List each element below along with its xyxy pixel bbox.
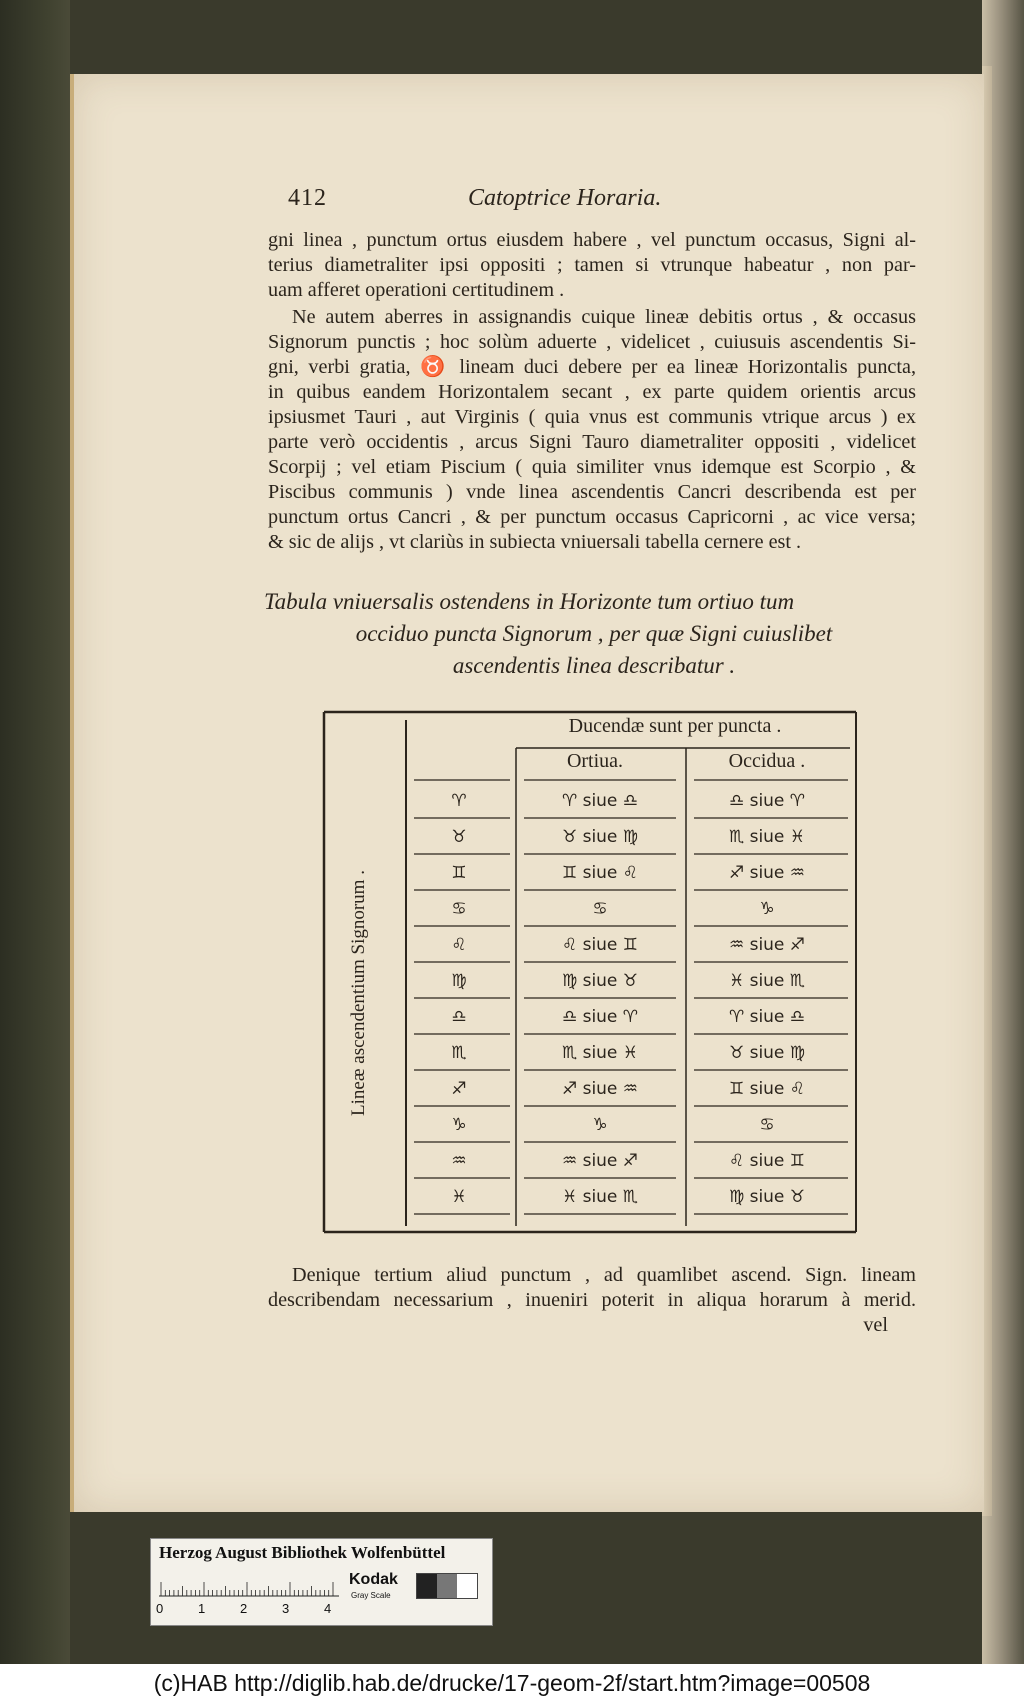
ortiua-cell: ♋ — [592, 899, 608, 919]
ruler-number: 4 — [324, 1601, 332, 1616]
paragraph-1 — [268, 228, 916, 303]
caption-line: Tabula vniuersalis ostendens in Horizonte tum ortiuo tum — [264, 589, 795, 614]
occidua-cell: ♒ siue ♐ — [728, 935, 806, 955]
ortiua-cell: ♍ siue ♉ — [561, 971, 639, 991]
text-line: punctum ortus Cancri , & per punctum occasus Capricorni , ac vice versa; — [268, 506, 916, 528]
sign-cell: ♊ — [451, 863, 467, 883]
header-occidua: Occidua . — [728, 750, 806, 772]
text-line: Signorum punctis ; hoc solùm aduerte , videlicet , cuiusuis ascendentis Si- — [268, 331, 916, 353]
ruler-number: 2 — [240, 1601, 248, 1616]
zodiac-table — [320, 708, 860, 1236]
ortiua-cell: ♐ siue ♒ — [561, 1079, 639, 1099]
swatch-black — [417, 1574, 437, 1598]
kodak-subtitle: Gray Scale — [351, 1591, 391, 1600]
page-number: 412 — [288, 185, 327, 211]
ortiua-cell: ♏ siue ♓ — [561, 1043, 639, 1063]
occidua-cell: ♉ siue ♍ — [728, 1043, 806, 1063]
text-line: gni, verbi gratia, ♉ lineam duci debere per ea lineæ Horizontalis puncta, — [268, 356, 916, 378]
occidua-cell: ♎ siue ♈ — [728, 791, 806, 811]
sign-cell: ♒ — [451, 1151, 467, 1171]
ortiua-cell: ♒ siue ♐ — [561, 1151, 639, 1171]
text-line: in quibus eandem Horizontalem secant , ex parte quidem orientis arcus — [268, 381, 916, 403]
header-main: Ducendæ sunt per puncta . — [568, 715, 782, 737]
sign-cell: ♓ — [451, 1187, 467, 1207]
table-row — [320, 1072, 860, 1106]
occidua-cell: ♐ siue ♒ — [728, 863, 806, 883]
sign-cell: ♉ — [451, 827, 467, 847]
ruler-number: 0 — [156, 1601, 164, 1616]
sign-cell: ♎ — [451, 1007, 467, 1027]
text-line: terius diametraliter ipsi oppositi ; tamen si vtrunque habeatur , non par- — [268, 254, 916, 276]
text-line: describendam necessarium , inueniri poterit in aliqua horarum à merid. — [268, 1289, 916, 1311]
sign-cell: ♑ — [451, 1115, 467, 1135]
paragraph-2 — [268, 305, 916, 555]
sign-cell: ♌ — [451, 935, 467, 955]
text-line: Ne autem aberres in assignandis cuique lineæ debitis ortus , & occasus — [292, 306, 916, 328]
running-title: Catoptrice Horaria. — [468, 185, 662, 211]
table-row — [320, 784, 860, 818]
text-line: Piscibus communis ) vnde linea ascendentis Cancri describenda est per — [268, 481, 916, 503]
ruler-scale — [159, 1577, 339, 1597]
scan-background-left — [0, 0, 70, 1702]
table-row — [320, 856, 860, 890]
text-line: & sic de alijs , vt clariùs in subiecta vniuersali tabella cernere est . — [268, 531, 802, 553]
ruler-number: 3 — [282, 1601, 290, 1616]
table-row — [320, 1036, 860, 1070]
occidua-cell: ♋ — [759, 1115, 775, 1135]
occidua-cell: ♈ siue ♎ — [728, 1007, 806, 1027]
ortiua-cell: ♑ — [592, 1115, 608, 1135]
ortiua-cell: ♌ siue ♊ — [561, 935, 639, 955]
table-row — [320, 928, 860, 962]
table-row — [320, 820, 860, 854]
table-row — [320, 892, 860, 926]
header-ortiua: Ortiua. — [566, 750, 624, 772]
occidua-cell: ♏ siue ♓ — [728, 827, 806, 847]
gray-swatches — [416, 1573, 478, 1599]
occidua-cell: ♑ — [759, 899, 775, 919]
table-row — [320, 1144, 860, 1178]
library-name: Herzog August Bibliothek Wolfenbüttel — [159, 1543, 446, 1562]
occidua-cell: ♊ siue ♌ — [728, 1079, 806, 1099]
text-line: Scorpij ; vel etiam Piscium ( quia similiter vnus idemque est Scorpio , & — [268, 456, 916, 478]
ruler-number: 1 — [198, 1601, 206, 1616]
side-title: Lineæ ascendentium Signorum . — [348, 870, 369, 1116]
table-row — [320, 1180, 860, 1214]
table-row — [320, 964, 860, 998]
text-line: Denique tertium aliud punctum , ad quamlibet ascend. Sign. lineam — [292, 1264, 916, 1286]
occidua-cell: ♌ siue ♊ — [728, 1151, 806, 1171]
text-line: parte verò occidentis , arcus Signi Tauro diametraliter oppositi , videlicet — [268, 431, 916, 453]
ortiua-cell: ♈ siue ♎ — [561, 791, 639, 811]
sign-cell: ♐ — [451, 1079, 467, 1099]
ortiua-cell: ♊ siue ♌ — [561, 863, 639, 883]
kodak-logo: Kodak — [349, 1571, 398, 1588]
ortiua-cell: ♎ siue ♈ — [561, 1007, 639, 1027]
ortiua-cell: ♓ siue ♏ — [561, 1187, 639, 1207]
sign-cell: ♈ — [451, 791, 467, 811]
ortiua-cell: ♉ siue ♍ — [561, 827, 639, 847]
caption-line: ascendentis linea describatur . — [452, 653, 736, 678]
copyright-footer: (c)HAB http://diglib.hab.de/drucke/17-geom-2f/start.htm?image=00508 — [0, 1664, 1024, 1702]
sign-cell: ♏ — [451, 1043, 467, 1063]
table-row — [320, 1000, 860, 1034]
paragraph-3 — [268, 1263, 916, 1338]
swatch-gray — [437, 1574, 457, 1598]
occidua-cell: ♓ siue ♏ — [728, 971, 806, 991]
library-color-card — [150, 1538, 493, 1626]
swatch-white — [457, 1574, 477, 1598]
text-line: ipsiusmet Tauri , aut Virginis ( quia vnus est communis vtrique arcus ) ex — [268, 406, 916, 428]
table-caption — [264, 586, 924, 682]
sign-cell: ♋ — [451, 899, 467, 919]
text-line: gni linea , punctum ortus eiusdem habere , vel punctum occasus, Signi al- — [268, 229, 916, 251]
table-row — [320, 1108, 860, 1142]
catchword: vel — [863, 1314, 888, 1336]
occidua-cell: ♍ siue ♉ — [728, 1187, 806, 1207]
sign-cell: ♍ — [451, 971, 467, 991]
caption-line: occiduo puncta Signorum , per quæ Signi cuiuslibet — [355, 621, 833, 646]
text-line: uam afferet operationi certitudinem . — [268, 279, 565, 301]
